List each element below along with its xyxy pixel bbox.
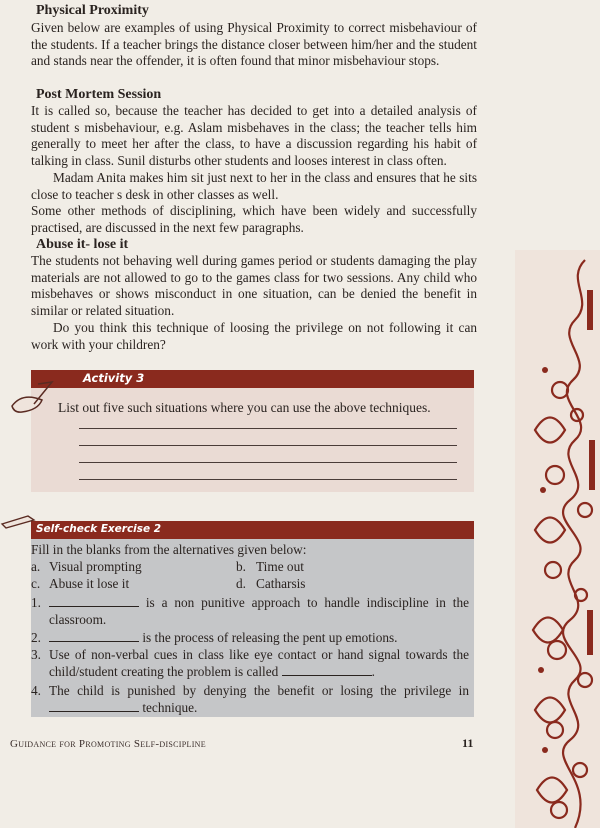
post-mortem-paragraph-1: It is called so, because the teacher has decided to get into a detailed analysis of student s misbehaviour, e.g. Aslam misbehaves in the class; the teacher tells him generally to meet her after the class, to have a discussion regarding his habit of talking in class. Sunil disturbs other students and looses interest in class often. (31, 103, 477, 169)
option-text: Catharsis (256, 576, 306, 591)
post-mortem-body (31, 103, 477, 237)
question-text (49, 647, 469, 680)
answer-line[interactable] (79, 479, 457, 480)
question-number: 3. (31, 647, 41, 662)
self-check-box (31, 521, 474, 717)
option-label: c. (31, 576, 41, 591)
footer-title: Guidance for Promoting Self-discipline (10, 738, 206, 750)
question-before: The child is punished by denying the benefit or losing the privilege in (49, 683, 469, 698)
option-label: a. (31, 559, 41, 574)
abuse-it-body (31, 253, 477, 353)
option-text: Visual prompting (49, 559, 142, 574)
answer-line[interactable] (79, 428, 457, 429)
decorative-border (515, 250, 600, 828)
option-text: Time out (256, 559, 304, 574)
question-before: Use of non-verbal cues in class like eye contact or hand signal towards the child/student creating the problem is called (49, 647, 469, 679)
physical-proximity-body (31, 20, 477, 70)
answer-line[interactable] (79, 462, 457, 463)
physical-proximity-heading: Physical Proximity (36, 3, 149, 18)
question-number: 1. (31, 595, 41, 610)
post-mortem-heading: Post Mortem Session (36, 87, 162, 102)
activity-box (31, 370, 474, 492)
question-number: 4. (31, 683, 41, 698)
question-text (49, 683, 469, 716)
question-after: . (371, 663, 375, 679)
answer-line[interactable] (79, 445, 457, 446)
option-label: b. (236, 559, 246, 574)
self-check-instruction: Fill in the blanks from the alternatives given below: (31, 542, 307, 557)
activity-instruction: List out five such situations where you can use the above techniques. (58, 400, 431, 415)
post-mortem-paragraph-3: Some other methods of disciplining, which have been widely and successfully practised, are discussed in the next few paragraphs. (31, 203, 477, 235)
option-text: Abuse it lose it (49, 576, 130, 591)
abuse-it-heading: Abuse it- lose it (36, 237, 129, 252)
self-check-title: Self-check Exercise 2 (36, 523, 162, 535)
abuse-it-paragraph-1: The students not behaving well during games period or students damaging the play materials are not allowed to go to the games class for two sessions. Any child who misbehaves or shows misconduct in one situation, can be denied the benefit in similar or related situation. (31, 253, 477, 319)
question-after: technique. (139, 699, 198, 715)
answer-blank[interactable] (49, 606, 139, 607)
question-after: is the process of releasing the pent up emotions. (139, 630, 398, 645)
physical-proximity-paragraph: Given below are examples of using Physical Proximity to correct misbehaviour of the students. If a teacher brings the distance closer between him/her and the student and stands near the offender, it is often found that minor misbehaviour stops. (31, 20, 477, 69)
pen-icon (0, 510, 40, 532)
activity-title: Activity 3 (83, 371, 145, 385)
page-number: 11 (462, 736, 474, 750)
scroll-quill-icon (8, 380, 58, 420)
question-text (49, 630, 469, 647)
question-after: is a non punitive approach to handle indiscipline in the classroom. (49, 595, 469, 627)
post-mortem-paragraph-2: Madam Anita makes him sit just next to her in the class and ensures that he sits close to teacher s desk in other classes as well. (31, 169, 477, 202)
answer-blank[interactable] (49, 711, 139, 712)
option-label: d. (236, 576, 246, 591)
abuse-it-paragraph-2: Do you think this technique of loosing the privilege on not following it can work with your children? (31, 319, 477, 352)
answer-blank[interactable] (49, 641, 139, 642)
answer-blank[interactable] (282, 675, 372, 676)
question-number: 2. (31, 630, 41, 645)
question-text (49, 595, 469, 628)
